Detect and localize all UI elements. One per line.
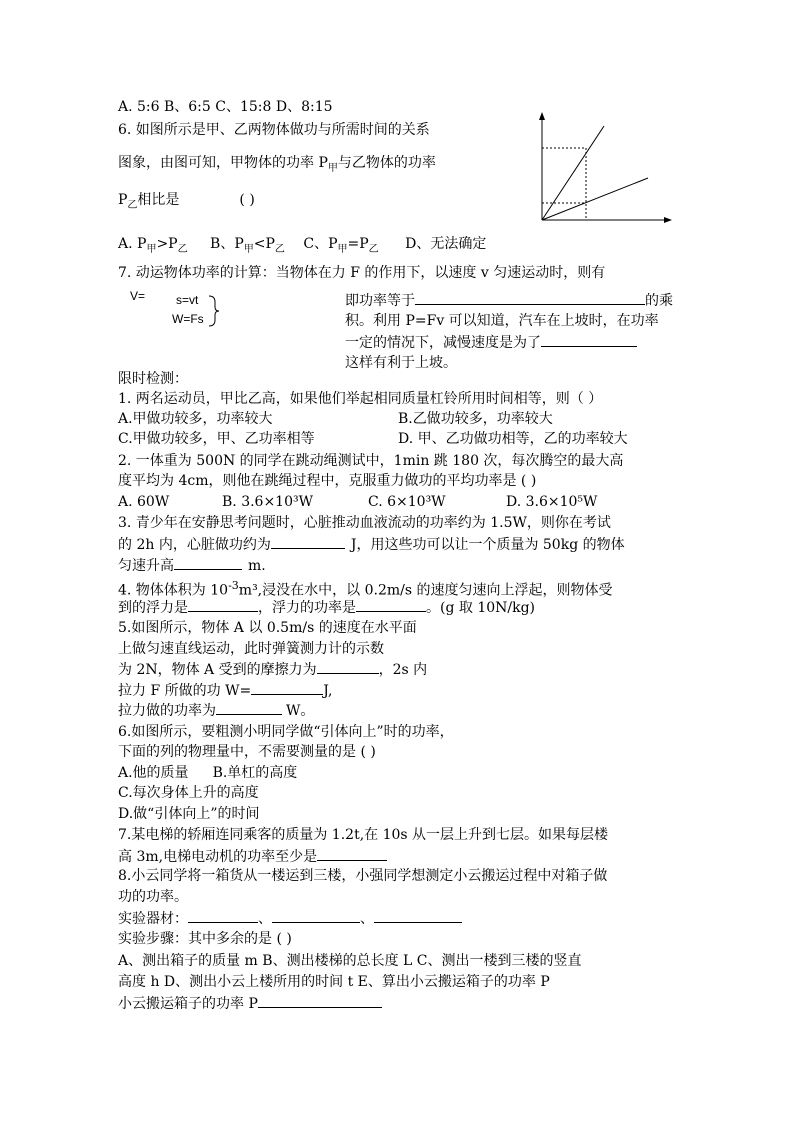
option-a: A.甲做功较多，功率较大: [118, 411, 273, 427]
t2-stem-1: 2. 一体重为 500N 的同学在跳动绳测试中，1min 跳 180 次，每次腾空的最大高: [118, 453, 624, 469]
blank-equipment-1: [188, 908, 258, 923]
blank-equipment-2: [272, 908, 360, 923]
q6-text: 与乙物体的功率: [337, 155, 436, 171]
test-heading: 限时检测：: [118, 371, 188, 387]
q6-line-2: [118, 153, 436, 179]
sub-yi: 乙: [127, 199, 138, 211]
q6-options: [118, 234, 486, 260]
blank-purpose: [541, 332, 637, 347]
option-d: D、无法确定: [405, 236, 487, 252]
option-c: C.甲做功较多，甲、乙功率相等: [118, 431, 315, 447]
blank-buoyancy: [188, 597, 258, 612]
blank-friction: [317, 659, 379, 674]
option-d: D. 3.6×10⁵W: [506, 494, 598, 510]
answer-paren: ( ): [239, 192, 255, 208]
q7-right-3: 一定的情况下，减慢速度是为了: [345, 332, 637, 354]
q6-line-1: 6. 如图所示是甲、乙两物体做功与所需时间的关系: [118, 122, 430, 138]
t2-options: [118, 492, 598, 512]
t4-line-2: 到的浮力是 ，浮力的功率是 。(g 取 10N/kg): [118, 597, 535, 618]
t8-options-1: A、测出箱子的质量 m B、测出楼梯的总长度 L C、测出一楼到三楼的竖直: [118, 953, 582, 969]
option-b: B.单杠的高度: [212, 765, 298, 781]
t8-power: 小云搬运箱子的功率 P: [118, 993, 382, 1014]
sub-jia: 甲: [327, 162, 338, 174]
q6-text: 相比是: [137, 192, 180, 208]
option-c: C. 6×10³W: [368, 494, 446, 510]
t8-equipment: 实验器材： 、 、: [118, 908, 462, 929]
q6-text: P: [118, 192, 128, 208]
t6-ab: [118, 763, 297, 783]
blank-work: [271, 534, 345, 549]
t1-stem: 1. 两名运动员，甲比乙高，如果他们举起相同质量杠铃所用时间相等，则（ ）: [118, 391, 603, 407]
formula-v: V=: [130, 289, 146, 303]
line-jia: [542, 126, 604, 220]
t6-line-1: 6.如图所示，要粗测小明同学做“引体向上”时的功率，: [118, 724, 454, 740]
t3-line-3: 匀速升高 m.: [118, 555, 266, 576]
t3-line-2: 的 2h 内，心脏做功约为 J，用这些功可以让一个质量为 50kg 的物体: [118, 534, 625, 555]
t8-line-1: 8.小云同学将一箱货从一楼运到三楼，小强同学想测定小云搬运过程中对箱子做: [118, 868, 608, 884]
t3-line-1: 3. 青少年在安静思考问题时，心脏推动血液流动的功率约为 1.5W，则你在考试: [118, 515, 611, 531]
t7-line-1: 7.某电梯的轿厢连同乘客的质量为 1.2t,在 10s 从一层上升到七层。如果每层楼: [118, 827, 609, 843]
t8-options-2: 高度 h D、测出小云上楼所用的时间 t E、算出小云搬运箱子的功率 P: [118, 974, 550, 990]
q5-options: A. 5:6 B、6:5 C、15:8 D、8:15: [118, 99, 333, 115]
y-axis-arrow-icon: [539, 112, 545, 120]
q6-text: 图象，由图可知，甲物体的功率 P: [118, 155, 328, 171]
formula-s: s=vt: [176, 293, 199, 307]
t8-line-2: 功的功率。: [118, 889, 188, 905]
option-b: B. 3.6×10³W: [222, 494, 313, 510]
blank-height: [174, 555, 242, 570]
blank-pull-work: [251, 680, 323, 695]
t8-steps: 实验步骤：其中多余的是 ( ): [118, 931, 292, 947]
option-a: A. $P_甲>P_乙$: [118, 236, 188, 255]
work-time-graph: [536, 112, 676, 228]
formula-w: W=Fs: [172, 312, 204, 326]
option-a: A. 60W: [118, 494, 170, 510]
option-d: D. 甲、乙功做功相等，乙的功率较大: [398, 431, 628, 447]
t2-stem-2: 度平均为 4cm，则他在跳绳过程中，克服重力做功的平均功率是 ( ): [118, 473, 537, 489]
t5-line-2: 上做匀速直线运动，此时弹簧测力计的示数: [118, 641, 384, 657]
blank-box-power: [258, 993, 382, 1008]
q7-right-2: 积。利用 P=Fv 可以知道，汽车在上坡时，在功率: [345, 313, 659, 329]
t1-cd: [118, 429, 628, 449]
line-yi: [542, 178, 648, 220]
option-b: B.乙做功较多，功率较大: [398, 411, 553, 427]
brace-icon: [207, 294, 221, 328]
t6-c: C.每次身体上升的高度: [118, 785, 259, 801]
q7-right-1: 即功率等于 的乘: [345, 290, 673, 312]
q7-right-4: 这样有利于上坡。: [345, 355, 457, 371]
t1-ab: [118, 409, 553, 429]
blank-pull-power: [216, 700, 282, 715]
blank-equipment-3: [374, 908, 462, 923]
x-axis-arrow-icon: [664, 217, 672, 223]
option-c: C、$P_甲=P_乙$: [303, 236, 379, 255]
t4-line-1: 4. 物体体积为 $10^{-3}m^3$,浸没在水中，以 0.2m/s 的速度匀速向上浮起，则物体受: [118, 579, 613, 599]
blank-elevator-power: [317, 846, 387, 861]
t7-line-2: 高 3m,电梯电动机的功率至少是: [118, 846, 387, 867]
t6-line-2: 下面的列的物理量中，不需要测量的是 ( ): [118, 744, 376, 760]
option-b: B、$P_甲<P_乙$: [210, 236, 285, 255]
option-a: A.他的质量: [118, 765, 189, 781]
t6-d: D.做“引体向上”的时间: [118, 806, 260, 822]
q6-line-3: [118, 190, 255, 216]
blank-power: [415, 290, 645, 305]
t5-line-4: 拉力 F 所做的功 W= J,: [118, 680, 332, 701]
t5-line-3: 为 2N，物体 A 受到的摩擦力为 ，2s 内: [118, 659, 427, 680]
t5-line-1: 5.如图所示，物体 A 以 0.5m/s 的速度在水平面: [118, 620, 417, 636]
blank-buoyancy-power: [356, 597, 426, 612]
q7-line-1: 7. 动运物体功率的计算：当物体在力 F 的作用下，以速度 v 匀速运动时，则有: [118, 265, 606, 281]
t5-line-5: 拉力做的功率为 W。: [118, 700, 314, 721]
